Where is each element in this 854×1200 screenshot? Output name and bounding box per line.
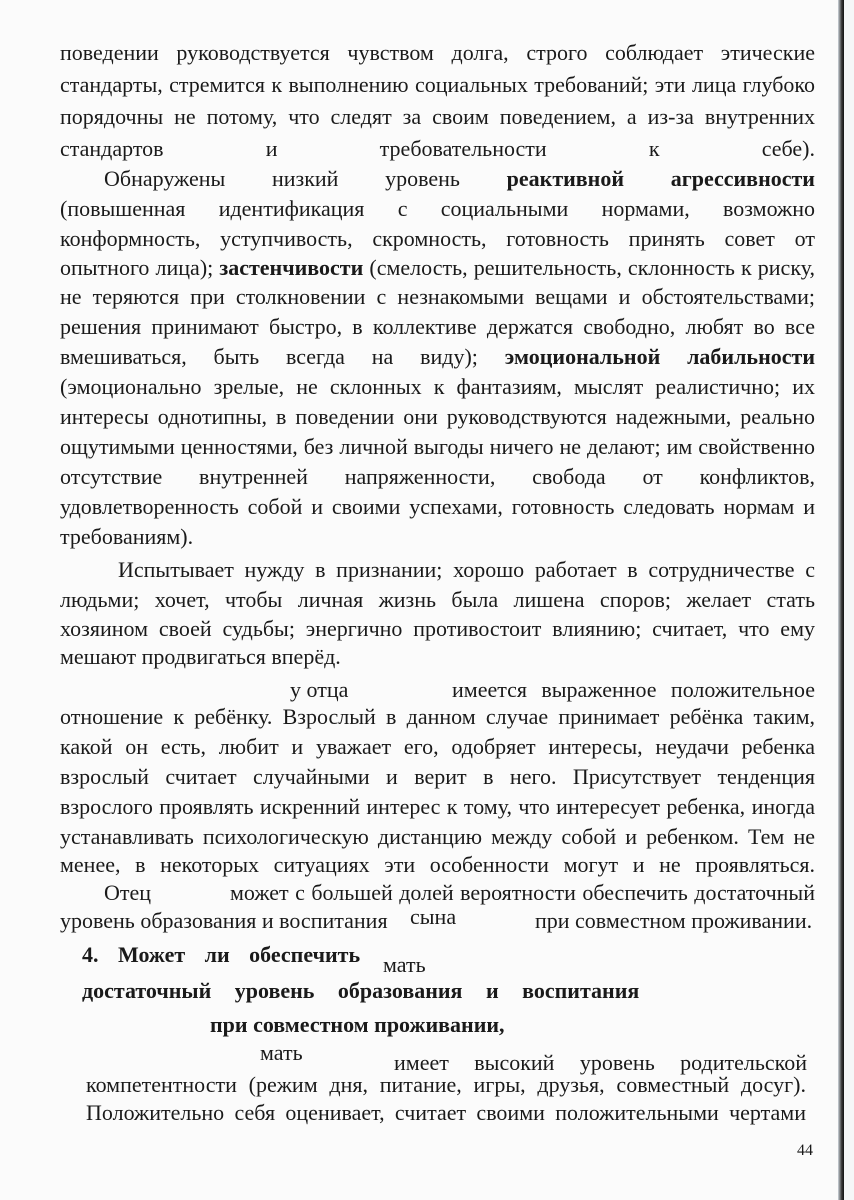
text-line: уровень образования и воспитания (60, 908, 388, 933)
text-line: удовлетворенность собой и своими успехами, готовность следовать нормам и (60, 494, 815, 519)
text-line: поведении руководствуется чувством долга, строго соблюдает этические (60, 40, 815, 65)
section-heading: достаточный уровень образования и воспитания (82, 978, 640, 1003)
text-line: взрослый считает случайными и верит в него. Присутствует тенденция (60, 764, 815, 789)
text-line: конформность, уступчивость, скромность, готовность принять совет от (60, 226, 815, 251)
bold-term: застенчивости (219, 255, 364, 280)
text-line: Положительно себя оценивает, считает своими положительными чертами (86, 1100, 806, 1125)
text-line: требованиям). (60, 524, 194, 549)
text-line: компетентности (режим дня, питание, игры, друзья, совместный досуг). (86, 1072, 806, 1097)
text-line: отношение к ребёнку. Взрослый в данном случае принимает ребёнка таким, (60, 704, 815, 729)
text-line: хозяином своей судьбы; энергично противостоит влиянию; считает, что ему (60, 616, 815, 641)
bold-term: реактивной агрессивности (506, 166, 815, 191)
text-line: стандартов и требовательности к себе). (60, 136, 815, 161)
text-line: имеется выраженное положительное (452, 677, 815, 702)
text: Обнаружены низкий уровень (104, 166, 507, 191)
text-line: какой он есть, любит и уважает его, одобряет интересы, неудачи ребенка (60, 734, 815, 759)
text: (смелость, решительность, склонность к риску, (363, 255, 815, 280)
text: опытного лица); (60, 255, 220, 280)
text-line: может с большей долей вероятности обеспечить достаточный (230, 880, 815, 905)
text-line: людьми; хочет, чтобы личная жизнь была лишена споров; желает стать (60, 587, 815, 612)
text-line: устанавливать психологическую дистанцию между собой и ребенком. Тем не (60, 824, 815, 849)
bold-term: эмоциональной лабильности (504, 344, 815, 369)
text-line (60, 344, 815, 370)
scan-margin (844, 0, 854, 1200)
text-line: Отец (104, 880, 152, 905)
text-line: не теряются при столкновении с незнакомыми вещами и обстоятельствами; (60, 284, 815, 309)
text-line: (повышенная идентификация с социальными нормами, возможно (60, 196, 815, 221)
text-line (60, 255, 815, 281)
text-line: отсутствие внутренней напряженности, свобода от конфликтов, (60, 464, 815, 489)
text-line: мешают продвигаться вперёд. (60, 644, 341, 669)
page-number: 44 (797, 1142, 813, 1159)
text-line: Испытывает нужду в признании; хорошо работает в сотрудничестве с (118, 557, 815, 582)
text-line: порядочны не потому, что следят за своим поведением, а из-за внутренних (60, 104, 815, 129)
text: вмешиваться, быть всегда на виду); (60, 344, 505, 369)
text-line (60, 166, 815, 192)
text-line: мать (383, 952, 426, 977)
text-line: интересы однотипны, в поведении они руководствуются надежными, реально (60, 404, 815, 429)
section-heading: 4. Может ли обеспечить (82, 942, 361, 967)
text-line: сына (410, 904, 457, 929)
text-line: ощутимыми ценностями, без личной выгоды ничего не делают; им свойственно (60, 434, 815, 459)
text-line: менее, в некоторых ситуациях эти особенности могут и не проявляться. (60, 852, 815, 877)
text-line: стандарты, стремится к выполнению социальных требований; эти лица глубоко (60, 72, 815, 97)
text-line: мать (260, 1040, 303, 1065)
text-line: у отца (290, 677, 349, 702)
section-heading: при совместном проживании, (210, 1012, 505, 1037)
text-line: при совместном проживании. (535, 908, 813, 933)
text-line: имеет высокий уровень родительской (394, 1050, 807, 1075)
text-line: взрослого проявлять искренний интерес к тому, что интересует ребенка, иногда (60, 794, 815, 819)
text-line: (эмоционально зрелые, не склонных к фантазиям, мыслят реалистично; их (60, 374, 815, 399)
text-line: решения принимают быстро, в коллективе держатся свободно, любят во все (60, 314, 815, 339)
